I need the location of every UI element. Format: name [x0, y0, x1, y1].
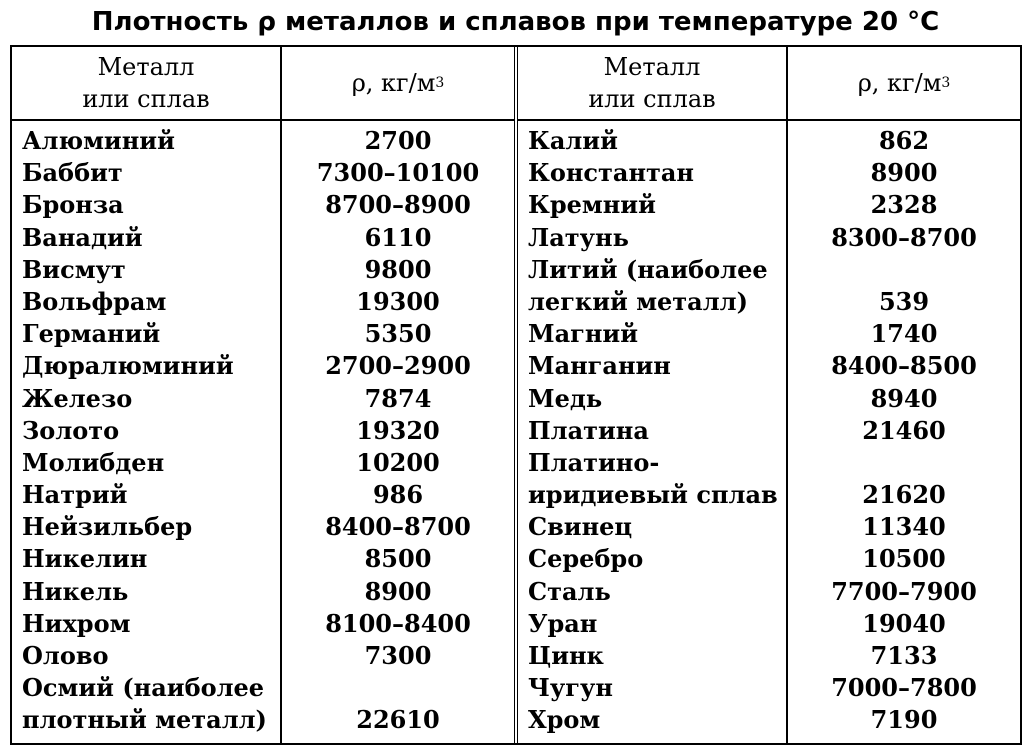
table-body-left	[12, 121, 514, 743]
metal-name-cell: легкий металл)	[528, 286, 748, 316]
metal-name-cell: Чугун	[528, 673, 613, 703]
metal-name-cell: Германий	[22, 319, 161, 349]
density-value-cell: 22610	[356, 705, 440, 735]
density-value-cell: 2700	[364, 126, 432, 155]
density-value-cell: 8900	[364, 576, 432, 606]
table-header-right	[518, 47, 1020, 121]
metal-name-cell: Калий	[528, 126, 618, 155]
column-metal-left	[12, 121, 282, 743]
metal-name-cell: Медь	[528, 383, 603, 413]
metal-name-cell: Баббит	[22, 158, 123, 188]
header-density-label: ρ, кг/м	[351, 69, 436, 97]
metal-name-cell: Сталь	[528, 576, 611, 606]
metal-name-cell: Никелин	[22, 544, 148, 574]
density-value-cell: 11340	[862, 512, 946, 542]
density-value-cell: 7300–10100	[316, 158, 480, 188]
density-value-cell: 986	[372, 480, 424, 510]
metal-name-cell: Константан	[528, 158, 694, 188]
density-value-cell: 8500	[364, 544, 432, 574]
metal-name-cell: Вольфрам	[22, 286, 167, 316]
metal-name-cell: Свинец	[528, 512, 633, 542]
density-value-cell: 9800	[364, 254, 432, 284]
table-header-left	[12, 47, 514, 121]
header-metal-left: Металл или сплав	[12, 47, 282, 119]
density-value-cell: 8100–8400	[325, 608, 471, 638]
density-value-cell: 8400–8700	[325, 512, 471, 542]
metal-name-cell: Осмий (наиболее	[22, 673, 265, 703]
header-density-right: ρ, кг/м 3	[857, 69, 951, 97]
density-value-cell: 8400–8500	[831, 351, 977, 381]
metal-name-cell: Латунь	[528, 222, 629, 252]
density-value-cell: 19040	[862, 608, 946, 638]
density-value-cell	[282, 672, 514, 704]
density-value-cell: 539	[878, 286, 930, 316]
density-value-cell	[788, 254, 1020, 286]
column-metal-right	[518, 121, 788, 743]
density-value-cell: 19320	[356, 415, 440, 445]
metal-name-cell: Висмут	[22, 254, 126, 284]
metal-name-cell: Хром	[528, 705, 601, 735]
metal-name-cell: Кремний	[528, 190, 656, 220]
density-value-cell: 2328	[870, 190, 938, 220]
density-value-cell: 7874	[364, 383, 432, 413]
metal-name-cell: Алюминий	[22, 126, 175, 155]
density-value-cell: 5350	[364, 319, 432, 349]
density-value-cell: 7300	[364, 641, 432, 670]
metal-name-cell: плотный металл)	[22, 705, 267, 735]
metal-name-cell: Уран	[528, 608, 598, 638]
metal-name-cell: Литий (наиболее	[528, 254, 768, 284]
density-value-cell: 7190	[870, 705, 938, 735]
table-body-right	[518, 121, 1020, 743]
table-left-half	[12, 47, 518, 743]
header-density-left: ρ, кг/м 3	[351, 69, 445, 97]
density-value-cell: 19300	[356, 286, 440, 316]
metal-name-cell: Нейзильбер	[22, 512, 193, 542]
header-density-label: ρ, кг/м	[857, 69, 942, 97]
column-density-left	[282, 121, 514, 743]
density-value-cell	[788, 447, 1020, 479]
density-value-cell: 6110	[364, 222, 432, 252]
metal-name-cell: Дюралюминий	[22, 351, 234, 381]
density-table	[10, 45, 1022, 745]
table-right-half	[518, 47, 1020, 743]
metal-name-cell: Золото	[22, 415, 120, 445]
metal-name-cell: Бронза	[22, 190, 124, 220]
density-value-cell: 862	[878, 126, 930, 155]
header-metal-right: Металл или сплав	[518, 47, 788, 119]
metal-name-cell: Платино-	[528, 447, 660, 477]
density-value-cell: 2700–2900	[325, 351, 471, 381]
density-value-cell: 8700–8900	[325, 190, 471, 220]
density-value-cell: 10500	[862, 544, 946, 574]
density-value-cell: 7133	[870, 641, 938, 670]
metal-name-cell: Платина	[528, 415, 649, 445]
density-value-cell: 21620	[862, 480, 946, 510]
metal-name-cell: Железо	[22, 383, 133, 413]
metal-name-cell: Ванадий	[22, 222, 143, 252]
density-value-cell: 1740	[870, 319, 938, 349]
metal-name-cell: Олово	[22, 641, 109, 670]
density-value-cell: 7700–7900	[831, 576, 977, 606]
density-value-cell: 10200	[356, 447, 440, 477]
density-value-cell: 8900	[870, 158, 938, 188]
density-value-cell: 8300–8700	[831, 222, 977, 252]
metal-name-cell: Магний	[528, 319, 638, 349]
density-value-cell: 7000–7800	[831, 673, 977, 703]
metal-name-cell: Никель	[22, 576, 129, 606]
metal-name-cell: Цинк	[528, 641, 604, 670]
metal-name-cell: Манганин	[528, 351, 671, 381]
metal-name-cell: Натрий	[22, 480, 128, 510]
metal-name-cell: Нихром	[22, 608, 131, 638]
metal-name-cell: Серебро	[528, 544, 644, 574]
metal-name-cell: Молибден	[22, 447, 165, 477]
density-value-cell: 21460	[862, 415, 946, 445]
density-value-cell: 8940	[870, 383, 938, 413]
column-density-right	[788, 121, 1020, 743]
metal-name-cell: иридиевый сплав	[528, 480, 778, 510]
table-title: Плотность ρ металлов и сплавов при температуре 20 °C	[91, 7, 940, 37]
